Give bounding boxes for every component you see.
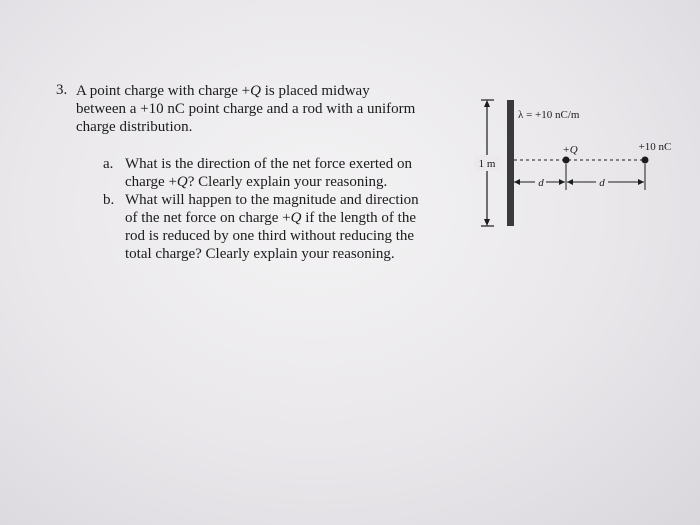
physics-diagram xyxy=(470,90,690,240)
diagram-svg xyxy=(470,90,690,240)
part-a xyxy=(103,155,463,195)
arrow-right-icon xyxy=(559,179,565,185)
charge-10nc-label: +10 nC xyxy=(638,141,672,153)
charge-q-dot xyxy=(563,157,570,164)
arrow-right-icon xyxy=(638,179,644,185)
charge-10nc-dot xyxy=(642,157,649,164)
arrow-up-icon xyxy=(484,100,490,107)
arrow-down-icon xyxy=(484,219,490,226)
distance-label-left: d xyxy=(538,177,544,189)
charge-q-label: +Q xyxy=(562,144,578,156)
charge-density-label: λ = +10 nC/m xyxy=(518,109,580,121)
stem-line-2: between a +10 nC point charge and a rod with a uniform xyxy=(76,101,416,117)
question-stem xyxy=(76,82,456,136)
part-b-line-2: of the net force on charge +Q if the length of the xyxy=(125,210,417,226)
part-a-line-2: charge +Q? Clearly explain your reasoning. xyxy=(125,174,388,190)
part-a-label: a. xyxy=(103,156,114,172)
part-b-line-4: total charge? Clearly explain your reasoning. xyxy=(125,246,395,262)
stem-line-1: A point charge with charge +Q is placed midway xyxy=(76,83,370,99)
distance-label-right: d xyxy=(599,177,605,189)
part-b xyxy=(103,191,463,271)
part-a-line-1: What is the direction of the net force exerted on xyxy=(125,156,412,172)
arrow-left-icon xyxy=(567,179,573,185)
stem-line-3: charge distribution. xyxy=(76,119,193,135)
part-b-line-1: What will happen to the magnitude and direction xyxy=(125,192,419,208)
arrow-left-icon xyxy=(514,179,520,185)
rod-length-label: 1 m xyxy=(478,158,496,170)
charged-rod xyxy=(507,100,514,226)
part-b-label: b. xyxy=(103,192,115,208)
question-number: 3. xyxy=(56,82,68,98)
part-b-line-3: rod is reduced by one third without reducing the xyxy=(125,228,415,244)
